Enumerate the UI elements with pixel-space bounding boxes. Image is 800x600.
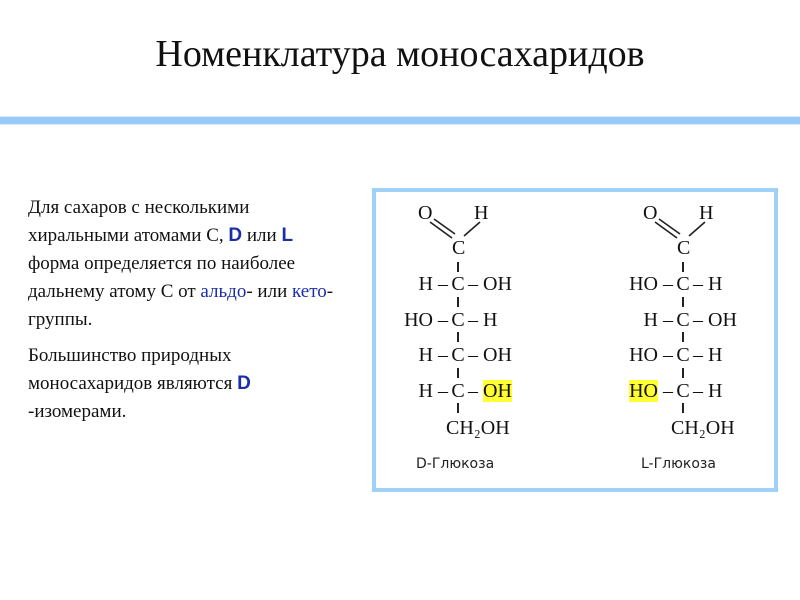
oxygen-atom: O bbox=[418, 202, 433, 224]
left-substituent: HO – bbox=[629, 273, 673, 295]
text: или bbox=[242, 225, 282, 246]
l-letter: L bbox=[281, 225, 294, 246]
d-letter: D bbox=[228, 225, 243, 246]
structure-label: D-Глюкоза bbox=[416, 456, 495, 472]
single-bond bbox=[682, 262, 684, 272]
left-substituent: H – bbox=[418, 344, 448, 366]
single-bond bbox=[457, 403, 459, 413]
carbon-atom: C bbox=[452, 237, 466, 259]
hydrogen-atom: H bbox=[474, 202, 489, 224]
substituent: – bbox=[468, 380, 483, 402]
aldo-term: альдо bbox=[200, 281, 247, 302]
carbon-atom: C bbox=[451, 380, 465, 402]
text: -изомерами. bbox=[28, 401, 127, 422]
text: Большинство природных моносахаридов являются bbox=[28, 345, 238, 394]
single-bond bbox=[682, 332, 684, 342]
left-substituent: H – bbox=[418, 380, 448, 402]
chiral-center-row bbox=[573, 379, 793, 403]
carbon-atom: C bbox=[676, 309, 690, 331]
left-substituent bbox=[573, 379, 673, 403]
chiral-center-row bbox=[573, 343, 793, 367]
carbon-atom: C bbox=[451, 344, 465, 366]
d-letter: D bbox=[237, 373, 251, 394]
oxygen-atom: O bbox=[643, 202, 658, 224]
carbon-atom: C bbox=[451, 309, 465, 331]
right-substituent bbox=[468, 379, 568, 403]
carbon-atom: C bbox=[451, 273, 465, 295]
right-substituent: – H bbox=[693, 344, 723, 366]
single-bond bbox=[457, 368, 459, 378]
text: форма определяется по наиболее дальнему атому С от bbox=[28, 253, 296, 302]
single-bond bbox=[457, 332, 459, 342]
right-substituent: – H bbox=[693, 273, 723, 295]
ch2oh-group: CH₂OH bbox=[671, 417, 735, 439]
ch2oh-group: CH₂OH bbox=[446, 417, 510, 439]
chiral-center-row bbox=[348, 272, 568, 296]
single-bond bbox=[457, 297, 459, 307]
carbon-atom: C bbox=[676, 344, 690, 366]
slide-title: Номенклатура моносахаридов bbox=[155, 33, 645, 75]
single-bond bbox=[682, 297, 684, 307]
right-substituent: – OH bbox=[693, 309, 737, 331]
right-substituent: – H bbox=[693, 380, 723, 402]
right-substituent: – OH bbox=[468, 273, 512, 295]
right-substituent: – H bbox=[468, 309, 498, 331]
carbon-atom: C bbox=[677, 237, 691, 259]
chiral-center-row bbox=[573, 272, 793, 296]
highlighted-group: HO bbox=[629, 380, 658, 402]
chiral-center-row bbox=[348, 308, 568, 332]
left-substituent: HO – bbox=[404, 309, 448, 331]
left-substituent: HO – bbox=[629, 344, 673, 366]
substituent: – bbox=[658, 380, 673, 402]
text: -группы. bbox=[28, 281, 334, 330]
left-substituent: H – bbox=[643, 309, 673, 331]
chiral-center-row bbox=[348, 379, 568, 403]
right-substituent: – OH bbox=[468, 344, 512, 366]
structure-label: L-Глюкоза bbox=[641, 456, 716, 472]
carbon-atom: C bbox=[676, 273, 690, 295]
text: - или bbox=[246, 281, 292, 302]
carbon-atom: C bbox=[676, 380, 690, 402]
single-bond bbox=[682, 403, 684, 413]
single-bond bbox=[457, 262, 459, 272]
highlighted-group: OH bbox=[483, 380, 512, 402]
chiral-center-row bbox=[348, 343, 568, 367]
left-substituent: H – bbox=[418, 273, 448, 295]
text: Для сахаров с несколькими хиральными атомами С, bbox=[28, 197, 250, 246]
single-bond bbox=[682, 368, 684, 378]
chiral-center-row bbox=[573, 308, 793, 332]
keto-term: кето bbox=[292, 281, 327, 302]
hydrogen-atom: H bbox=[699, 202, 714, 224]
